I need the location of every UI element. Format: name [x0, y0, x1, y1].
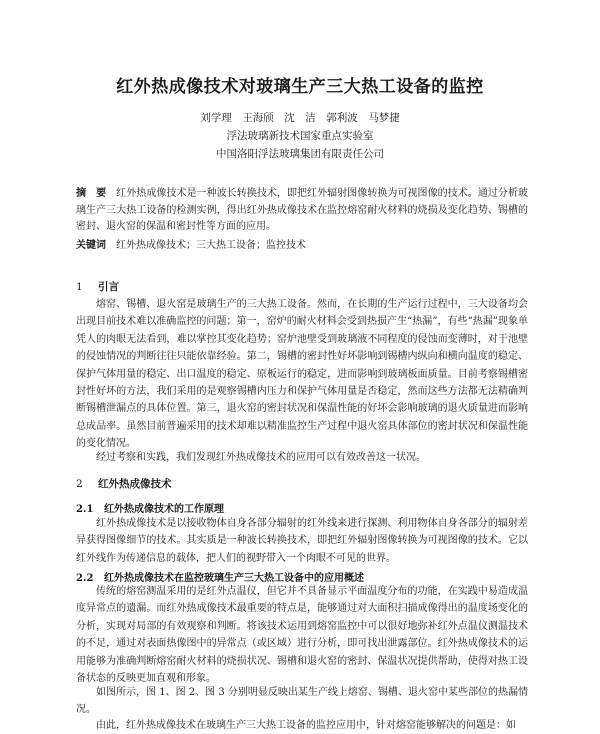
keywords: [76, 238, 528, 254]
section-number: 1: [76, 281, 83, 293]
abstract: [76, 186, 528, 236]
section-title: 引言: [98, 281, 119, 293]
abstract-text: 红外热成像技术是一种波长转换技术，即把红外辐射图像转换为可视图像的技术。通过分析玻璃生产三大热工设备的检测实例，得出红外热成像技术在监控熔窑耐火材料的烧损及变化趋势、锡槽的密封、退火窑的保温和密封性等方面的应用。: [76, 188, 529, 232]
subsection-title: 红外热成像技术的工作原理: [104, 504, 224, 515]
keywords-label: 关键词: [76, 240, 106, 251]
application-paragraph-3: 由此，红外热成像技术在玻璃生产三大热工设备的监控应用中，针对熔窑能够解决的问题是：如: [96, 720, 516, 731]
application-paragraph-1: 传统的熔窑测温采用的是红外点温仪，但它并不具备显示平面温度分布的功能，在实践中易造成温度异常点的遗漏。而红外热成像技术最重要的特点是，能够通过对大面积扫描成像得出的温度场变化的分析，实现对局部的有效观察和判断。将该技术运用到熔窑监控中可以很好地弥补红外点温仪测温技术的不足，通过对表面热像图中的异常点（或区域）进行分析，即可找出泄露部位。红外热成像技术的运用能够为准确判断熔窑耐火材料的烧损状况、锡槽和退火窑的密封、保温状况提供帮助，使得对热工设备状态的反映更加直观和形象。: [76, 586, 528, 685]
intro-paragraph-2: 经过考察和实践，我们发现红外热成像技术的应用可以有效改善这一状况。: [96, 452, 426, 463]
section-number: 2: [76, 478, 83, 490]
subsection-heading-2-2: [76, 569, 364, 584]
keywords-text: 红外热成像技术；三大热工设备；监控技术: [116, 240, 306, 251]
intro-paragraph-1: 熔窑、锡槽、退火窑是玻璃生产的三大热工设备。然而，在长期的生产运行过程中，三大设备均会出现目前技术难以准确监控的问题；第一，窑炉的耐火材料会受到热损产生“热漏”，有些“热漏”现象单凭人的肉眼无法看到，难以掌控其变化趋势；窑炉池壁受到玻璃液不同程度的侵蚀而变薄时，对于池壁的侵蚀情况的判断往往只能依靠经验。第二，锡槽的密封性好坏影响到锡槽内纵向和横向温度的稳定、保护气体用量的稳定、出口温度的稳定、原板运行的稳定，进而影响到玻璃板面质量。目前考察锡槽密封性好坏的方法，我们采用的是观察锡槽内压力和保护气体用量是否稳定，然而这些方法都无法精确判断锡槽泄漏点的具体位置。第三，退火窑的密封状况和保温性能的好坏会影响玻璃的退火质量进而影响总成品率。虽然目前普遍采用的技术却难以精准监控生产过程中退火窑具体部位的密封状况和保温性能的变化情况。: [76, 299, 528, 450]
paper-title: 红外热成像技术对玻璃生产三大热工设备的监控: [116, 77, 484, 97]
affiliation-company: 中国洛阳浮法玻璃集团有限责任公司: [216, 148, 384, 160]
affiliation-lab: 浮法玻璃新技术国家重点实验室: [226, 130, 374, 142]
subsection-title: 红外热成像技术在监控玻璃生产三大热工设备中的应用概述: [104, 573, 364, 584]
principle-paragraph: 红外热成像技术是以接收物体自身各部分辐射的红外线来进行探测、利用物体自身各部分的辐射差异获得图像细节的技术。其实质是一种波长转换技术，即把红外辐射图像转换为可视图像的技术。它以红外线作为传递信息的载体，把人们的视野带入一个肉眼不可见的世界。: [76, 518, 528, 564]
paper-authors: 刘学理 王海颀 沈 洁 郭利波 马梦捷: [200, 112, 400, 124]
abstract-label: 摘 要: [76, 188, 107, 199]
section-heading-2: [76, 476, 172, 491]
subsection-number: 2.2: [76, 573, 94, 584]
section-title: 红外热成像技术: [98, 478, 172, 490]
subsection-number: 2.1: [76, 504, 94, 515]
subsection-heading-2-1: [76, 500, 224, 515]
section-heading-1: [76, 279, 119, 294]
application-paragraph-2: 如图所示，图 1、图 2、图 3 分别明显反映出某生产线上熔窑、锡槽、退火窑中某些部位的热漏情况。: [76, 687, 528, 716]
